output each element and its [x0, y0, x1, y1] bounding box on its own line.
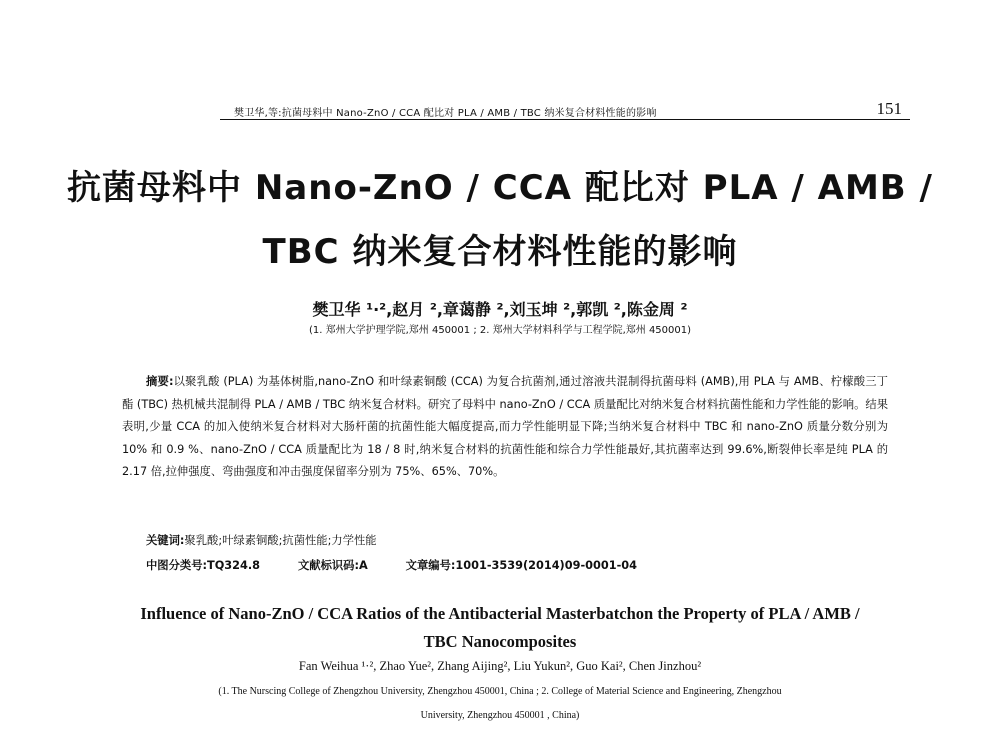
title-en-line2: TBC Nanocomposites: [423, 632, 577, 651]
page-number: 151: [876, 99, 902, 118]
affiliation-en-line2: University, Zhengzhou 450001 , China): [420, 710, 580, 721]
authors-en: Fan Weihua ¹·², Zhao Yue², Zhang Aijing², Liu Yukun², Guo Kai², Chen Jinzhou²: [298, 659, 702, 673]
clc-number: 中图分类号:TQ324.8: [146, 559, 261, 572]
abstract-label: 摘要:: [146, 375, 174, 388]
keywords-text: 聚乳酸;叶绿素铜酸;抗菌性能;力学性能: [184, 534, 377, 547]
classification-info: [146, 557, 671, 573]
running-header: [220, 100, 910, 122]
affiliation-cn: (1. 郑州大学护理学院,郑州 450001 ; 2. 郑州大学材料科学与工程学院,郑州 450001): [308, 325, 692, 336]
title-en-line1: Influence of Nano-ZnO / CCA Ratios of the Antibacterial Masterbatchon the Property of PLA / AMB /: [140, 604, 860, 623]
affiliation-en-line1: (1. The Nurscing College of Zhengzhou University, Zhengzhou 450001, China ; 2. College of Material Science and Engineering, Zhengzhou: [218, 686, 782, 697]
running-header-text: 樊卫华,等:抗菌母料中 Nano-ZnO / CCA 配比对 PLA / AMB / TBC 纳米复合材料性能的影响: [234, 108, 657, 119]
keywords-label: 关键词:: [146, 534, 185, 547]
authors-cn: 樊卫华 ¹·²,赵月 ²,章蔼静 ²,刘玉坤 ²,郭凯 ²,陈金周 ²: [312, 300, 688, 319]
keywords-cn: [146, 532, 377, 548]
title-cn-line2: TBC 纳米复合材料性能的影响: [262, 232, 738, 272]
abstract-text: 以聚乳酸 (PLA) 为基体树脂,nano-ZnO 和叶绿素铜酸 (CCA) 为复合抗菌剂,通过溶液共混制得抗菌母料 (AMB),用 PLA 与 AMB、柠檬酸三丁酯 (TBC) 热机械共混制得 PLA / AMB / TBC 纳米复合材料。研究了母料中 nano-ZnO / CCA 质量配比对纳米复合材料抗菌性能和力学性能的影响。结果表明,少量 CCA 的加入使纳米复合材料对大肠杆菌的抗菌性能大幅度提高,而力学性能明显下降;当纳米复合材料中 TBC 和 nano-ZnO 质量分数分别为 10% 和 0.9 %、nano-ZnO / CCA 质量配比为 18 / 8 时,纳米复合材料的抗菌性能和综合力学性能最好,其抗菌率达到 99.6%,断裂伸长率是纯 PLA 的 2.17 倍,拉伸强度、弯曲强度和冲击强度保留率分别为 75%、65%、70%。: [122, 375, 888, 478]
title-cn-line1: 抗菌母料中 Nano-ZnO / CCA 配比对 PLA / AMB /: [67, 168, 933, 208]
document-code: 文献标识码:A: [297, 559, 368, 572]
abstract-cn: [122, 371, 888, 484]
article-number: 文章编号:1001-3539(2014)09-0001-04: [405, 559, 637, 572]
header-rule: [220, 119, 910, 120]
